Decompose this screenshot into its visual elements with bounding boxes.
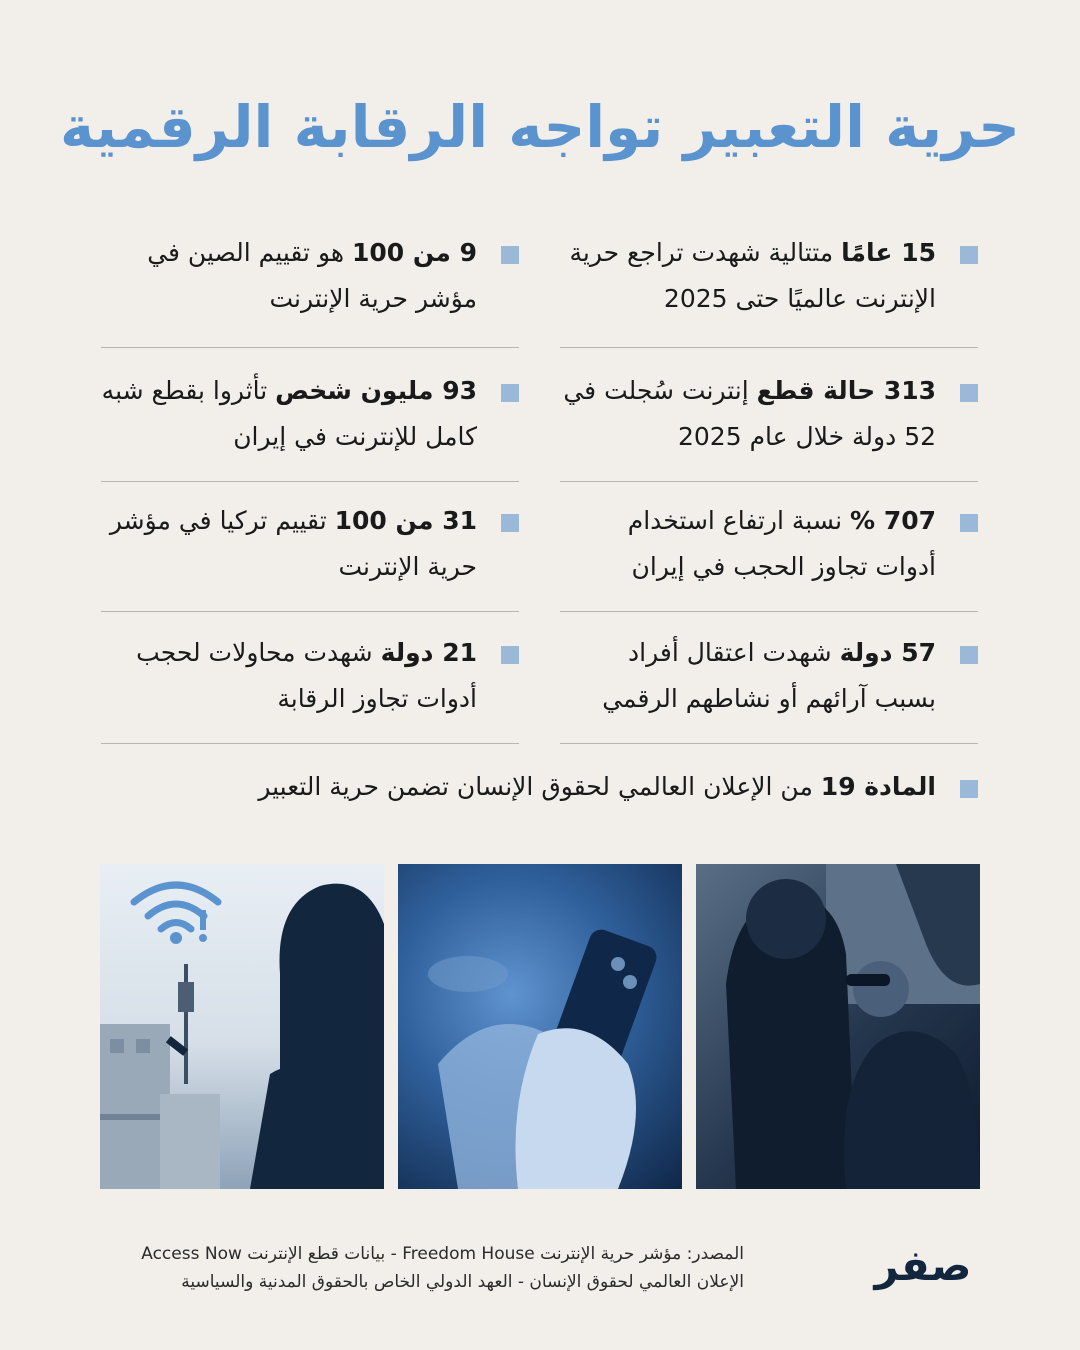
fact-highlight: 313 حالة قطع <box>756 376 936 405</box>
bullet-square-icon <box>960 780 978 798</box>
fact-text: من الإعلان العالمي لحقوق الإنسان تضمن حرية التعبير <box>258 772 821 801</box>
fact-highlight: 707 % <box>850 506 936 535</box>
fact-highlight: 57 دولة <box>839 638 936 667</box>
bullet-square-icon <box>960 514 978 532</box>
wifi-alert-icon <box>130 878 230 948</box>
bullet-square-icon <box>501 384 519 402</box>
fact-item <box>101 630 519 744</box>
fact-highlight: 93 مليون شخص <box>275 376 477 405</box>
fact-item <box>560 630 978 744</box>
bullet-square-icon <box>960 246 978 264</box>
bullet-square-icon <box>501 646 519 664</box>
fact-item <box>560 230 978 348</box>
bullet-square-icon <box>960 646 978 664</box>
article-19-fact <box>102 764 978 810</box>
fact-text: تقييم تركيا في مؤشر حرية الإنترنت <box>109 506 477 581</box>
fact-highlight: 21 دولة <box>380 638 477 667</box>
fact-text: تأثروا بقطع شبه كامل للإنترنت في إيران <box>101 376 477 451</box>
fact-item <box>101 498 519 612</box>
fact-highlight: المادة 19 <box>820 772 936 801</box>
source-credits <box>84 1240 744 1296</box>
fact-text: نسبة ارتفاع استخدام أدوات تجاوز الحجب في إيران <box>627 506 936 581</box>
logo-text: صفر <box>874 1241 972 1290</box>
bullet-square-icon <box>501 514 519 532</box>
source-line-2: الإعلان العالمي لحقوق الإنسان - العهد الدولي الخاص بالحقوق المدنية والسياسية <box>181 1272 744 1292</box>
fact-item <box>560 498 978 612</box>
bullet-square-icon <box>960 384 978 402</box>
source-line-1: المصدر: مؤشر حرية الإنترنت Freedom House - بيانات قطع الإنترنت Access Now <box>141 1244 744 1264</box>
fact-text: متتالية شهدت تراجع حرية الإنترنت عالميًا حتى 2025 <box>569 238 936 313</box>
photo-woman-phone <box>100 864 384 1189</box>
photo-security-forces <box>696 864 980 1189</box>
bullet-square-icon <box>501 246 519 264</box>
fact-highlight: 9 من 100 <box>352 238 477 267</box>
brand-logo <box>866 1240 980 1296</box>
fact-highlight: 31 من 100 <box>334 506 477 535</box>
fact-text: إنترنت سُجلت في 52 دولة خلال عام 2025 <box>563 376 936 451</box>
photo-hands-smartphone <box>398 864 682 1189</box>
fact-text: هو تقييم الصين في مؤشر حرية الإنترنت <box>147 238 477 313</box>
fact-text: شهدت محاولات لحجب أدوات تجاوز الرقابة <box>136 638 477 713</box>
fact-item <box>101 368 519 482</box>
fact-item <box>101 230 519 348</box>
page-title: حرية التعبير تواجه الرقابة الرقمية <box>59 93 1020 161</box>
fact-item <box>560 368 978 482</box>
fact-highlight: 15 عامًا <box>841 238 936 267</box>
fact-text: شهدت اعتقال أفراد بسبب آرائهم أو نشاطهم الرقمي <box>602 638 936 713</box>
